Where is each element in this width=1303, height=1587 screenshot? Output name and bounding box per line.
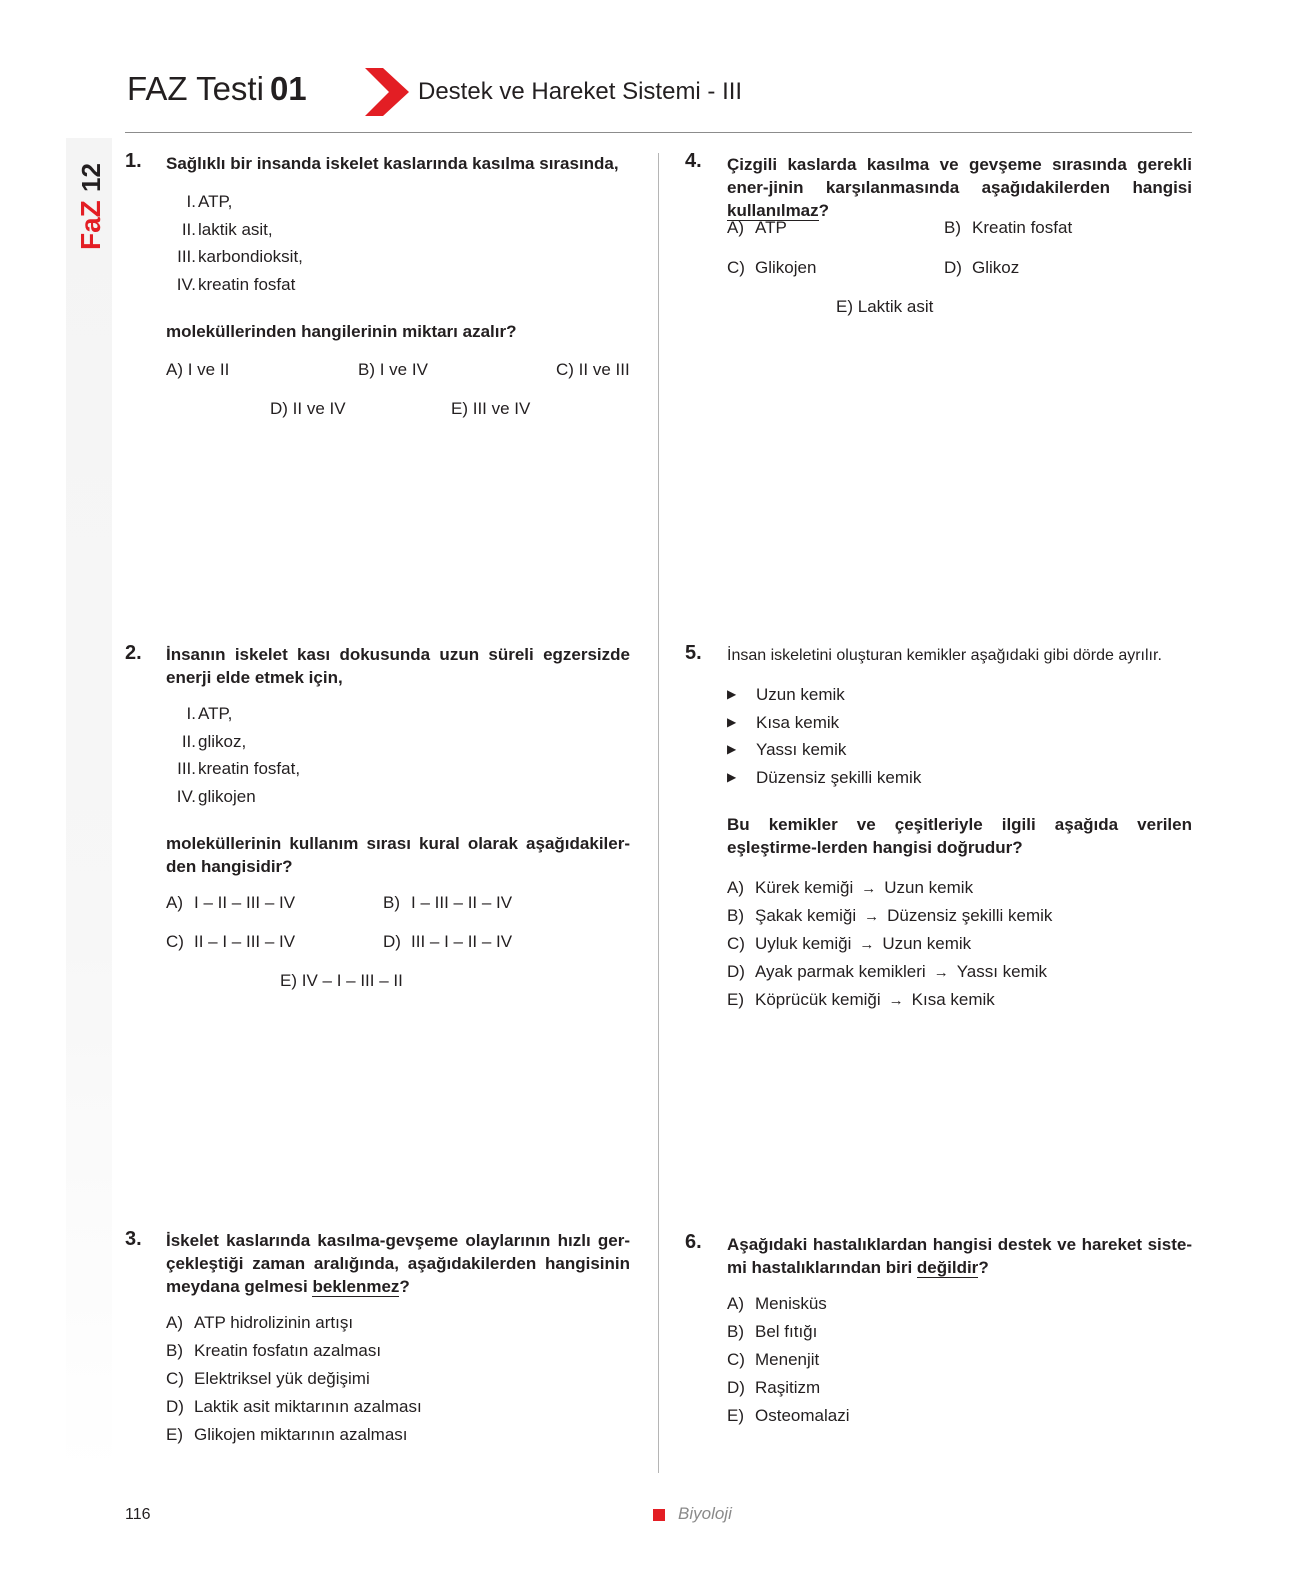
question-6-number: 6. [685, 1231, 702, 1253]
question-5-option-b[interactable] [727, 902, 1052, 930]
question-4-option-e[interactable] [836, 297, 933, 317]
option-letter: D) [727, 962, 745, 981]
list-item [727, 681, 921, 709]
question-4-option-a[interactable] [727, 218, 787, 238]
item-text: karbondioksit, [198, 247, 303, 266]
test-label: FAZ Testi [127, 70, 264, 107]
question-4-emphasis: kullanılmaz [727, 201, 819, 220]
side-tab-level: 12 [76, 163, 106, 192]
option-letter: E) [280, 971, 297, 990]
side-tab-brand-logo: FaZ [75, 200, 106, 250]
page-number: 116 [125, 1506, 151, 1523]
arrow-right-icon: → [859, 936, 875, 953]
option-type: Kısa kemik [911, 990, 995, 1009]
option-bone: Köprücük kemiği [755, 990, 881, 1009]
roman-numeral: IV. [176, 786, 196, 806]
list-item [166, 188, 303, 216]
item-text: glikojen [198, 786, 256, 806]
question-1-prompt: moleküllerinden hangilerinin miktarı azalır? [166, 322, 517, 341]
question-1-option-b[interactable]: B) I ve IV [358, 360, 428, 379]
option-letter: B) [383, 893, 400, 912]
roman-numeral: I. [186, 704, 196, 723]
item-text: laktik asit, [198, 219, 273, 239]
option-letter: B) [166, 1341, 183, 1360]
question-2-option-c[interactable] [166, 932, 295, 952]
option-letter: C) [166, 1369, 184, 1388]
list-item [166, 243, 303, 271]
option-text: Glikojen miktarının azalması [194, 1425, 408, 1444]
option-letter: C) [727, 258, 745, 277]
question-6-stem-text: Aşağıdaki hastalıklardan hangisi destek ve hareket siste-mi hastalıklarından biri [727, 1235, 1192, 1277]
question-5-options [727, 874, 1052, 1014]
list-item [166, 216, 303, 244]
question-2-number: 2. [125, 642, 142, 664]
question-6-option-d[interactable] [727, 1374, 849, 1402]
question-2-option-e[interactable] [280, 971, 403, 991]
option-bone: Uyluk kemiği [755, 934, 852, 953]
option-text: Menenjit [755, 1350, 820, 1369]
question-mark: ? [399, 1277, 410, 1296]
option-text: Osteomalazi [755, 1406, 850, 1425]
option-letter: E) [727, 1406, 744, 1425]
question-6-emphasis: değildir [916, 1258, 979, 1277]
header-divider [125, 132, 1192, 133]
option-type: Uzun kemik [884, 878, 974, 897]
question-5-prompt: Bu kemikler ve çeşitleriyle ilgili aşağıda verilen eşleştirme-lerden hangisi doğrudur? [727, 815, 1192, 857]
footer-subject: Biyoloji [678, 1504, 732, 1523]
option-type: Yassı kemik [956, 962, 1048, 981]
question-3-option-a[interactable] [166, 1309, 422, 1337]
triangle-bullet-icon: ▶ [727, 769, 737, 784]
question-1-option-e[interactable]: E) III ve IV [451, 399, 531, 418]
triangle-bullet-icon: ▶ [727, 742, 737, 756]
option-text: Kreatin fosfatın azalması [194, 1341, 382, 1360]
option-bone: Şakak kemiği [755, 906, 857, 925]
option-text: Kreatin fosfat [972, 218, 1073, 237]
option-letter: C) [727, 934, 745, 953]
question-mark: ? [978, 1258, 989, 1277]
question-5-bone-types [727, 681, 921, 791]
option-letter: D) [727, 1378, 745, 1397]
item-text: glikoz, [198, 731, 247, 751]
item-text: Düzensiz şekilli kemik [756, 767, 922, 787]
option-letter: E) [166, 1425, 183, 1444]
question-4-stem [727, 153, 1192, 222]
list-item [727, 709, 921, 737]
question-6-option-e[interactable] [727, 1402, 849, 1430]
question-3-option-c[interactable] [166, 1365, 422, 1393]
question-3-number: 3. [125, 1228, 142, 1250]
option-text: ATP [755, 218, 787, 237]
roman-numeral: III. [177, 247, 196, 266]
side-tab [66, 138, 112, 1478]
option-letter: D) [166, 1397, 184, 1416]
arrow-right-icon: → [861, 880, 877, 897]
roman-numeral: I. [186, 192, 196, 211]
option-letter: D) [383, 932, 401, 951]
red-square-icon [653, 1509, 665, 1521]
item-text: ATP, [198, 704, 233, 723]
triangle-bullet-icon: ▶ [727, 687, 737, 701]
question-5-number: 5. [685, 642, 702, 664]
option-text: Laktik asit miktarının azalması [194, 1397, 422, 1416]
question-5-option-c[interactable] [727, 930, 1052, 958]
roman-numeral: II. [181, 219, 196, 239]
option-type: Uzun kemik [882, 934, 972, 953]
option-letter: B) [944, 218, 961, 237]
roman-numeral: III. [177, 759, 196, 778]
question-3-option-e[interactable] [166, 1421, 422, 1449]
question-3-options [166, 1309, 422, 1449]
arrow-right-icon: → [864, 908, 880, 925]
question-6-option-c[interactable] [727, 1346, 849, 1374]
roman-numeral: IV. [176, 274, 196, 294]
question-1-option-a[interactable]: A) I ve II [166, 360, 230, 379]
question-3-stem-text: İskelet kaslarında kasılma-gevşeme olaylarının hızlı ger-çekleştiği zaman aralığında, aşağıdakilerden hangisinin meydana gelmesi [166, 1231, 630, 1296]
option-text: Elektriksel yük değişimi [194, 1369, 370, 1388]
question-1-option-c[interactable]: C) II ve III [556, 360, 630, 379]
list-item [166, 755, 300, 783]
question-6-option-a[interactable] [727, 1290, 849, 1318]
question-1-items [166, 188, 303, 298]
list-item [166, 728, 300, 756]
list-item [166, 783, 300, 811]
option-text: II – I – III – IV [194, 932, 296, 951]
question-4-number: 4. [685, 150, 702, 172]
option-letter: B) [727, 1322, 744, 1341]
side-tab-label [70, 150, 110, 260]
option-letter: E) [836, 297, 853, 316]
question-5-option-a[interactable] [727, 874, 1052, 902]
question-1-stem: Sağlıklı bir insanda iskelet kaslarında kasılma sırasında, [166, 154, 619, 173]
option-text: Bel fıtığı [755, 1322, 818, 1341]
option-letter: A) [727, 218, 744, 237]
test-number: 01 [269, 70, 307, 107]
roman-numeral: II. [181, 731, 196, 751]
option-text: IV – I – III – II [301, 971, 403, 990]
option-letter: A) [727, 1294, 744, 1313]
option-text: ATP hidrolizinin artışı [194, 1313, 354, 1332]
question-2-option-b[interactable] [383, 893, 512, 913]
question-mark: ? [818, 201, 830, 220]
option-letter: C) [166, 932, 184, 951]
question-3-option-d[interactable] [166, 1393, 422, 1421]
item-text: Uzun kemik [756, 685, 845, 704]
item-text: ATP, [198, 192, 233, 211]
arrow-right-icon: → [888, 992, 904, 1009]
option-letter: B) [727, 906, 744, 925]
column-divider [658, 153, 659, 1473]
question-6-options [727, 1290, 849, 1430]
option-text: Glikojen [755, 258, 817, 277]
question-5-option-d[interactable] [727, 958, 1052, 986]
option-text: Menisküs [755, 1294, 827, 1313]
option-bone: Kürek kemiği [755, 878, 854, 897]
chevron-right-icon [365, 68, 409, 116]
question-4-stem-text: Çizgili kaslarda kasılma ve gevşeme sırasında gerekli ener-jinin karşılanmasında aşağıdakilerden hangisi [727, 155, 1192, 197]
question-2-stem: İnsanın iskelet kası dokusunda uzun süreli egzersizde enerji elde etmek için, [166, 645, 630, 687]
option-text: Laktik asit [857, 297, 934, 316]
question-5-intro: İnsan iskeletini oluşturan kemikler aşağıdaki gibi dörde ayrılır. [727, 647, 1162, 664]
option-text: III – I – II – IV [411, 932, 513, 951]
list-item [166, 700, 300, 728]
option-letter: A) [166, 893, 183, 912]
list-item [166, 271, 303, 299]
item-text: Kısa kemik [756, 712, 840, 732]
chapter-title: Destek ve Hareket Sistemi - III [418, 78, 743, 105]
question-1-number: 1. [125, 150, 142, 172]
question-2-items [166, 700, 300, 810]
option-bone: Ayak parmak kemikleri [755, 962, 926, 981]
option-text: I – II – III – IV [194, 893, 296, 912]
question-6-option-b[interactable] [727, 1318, 849, 1346]
question-3-emphasis: beklenmez [312, 1277, 400, 1296]
option-letter: D) [944, 258, 962, 277]
list-item [727, 764, 921, 792]
option-letter: C) [727, 1350, 745, 1369]
item-text: Yassı kemik [756, 740, 847, 759]
option-letter: A) [166, 1313, 183, 1332]
question-6-stem [727, 1233, 1192, 1279]
option-text: Raşitizm [755, 1378, 821, 1397]
question-2-prompt: moleküllerinin kullanım sırası kural olarak aşağıdakiler-den hangisidir? [166, 834, 630, 876]
question-3-stem [166, 1229, 630, 1298]
option-letter: E) [727, 990, 744, 1009]
question-1-option-d[interactable]: D) II ve IV [270, 399, 346, 418]
option-text: Glikoz [972, 258, 1020, 277]
item-text: kreatin fosfat [198, 274, 296, 294]
question-2-option-a[interactable] [166, 893, 295, 913]
arrow-right-icon: → [933, 964, 949, 981]
option-letter: A) [727, 878, 744, 897]
item-text: kreatin fosfat, [198, 759, 301, 778]
question-4-option-b[interactable] [944, 218, 1072, 238]
question-4-option-c[interactable] [727, 258, 816, 278]
option-type: Düzensiz şekilli kemik [887, 906, 1053, 925]
list-item [727, 736, 921, 764]
question-2-option-d[interactable] [383, 932, 512, 952]
question-4-option-d[interactable] [944, 258, 1019, 278]
triangle-bullet-icon: ▶ [727, 714, 737, 729]
test-title [127, 70, 307, 108]
question-5-option-e[interactable] [727, 986, 1052, 1014]
option-text: I – III – II – IV [411, 893, 513, 912]
question-3-option-b[interactable] [166, 1337, 422, 1365]
